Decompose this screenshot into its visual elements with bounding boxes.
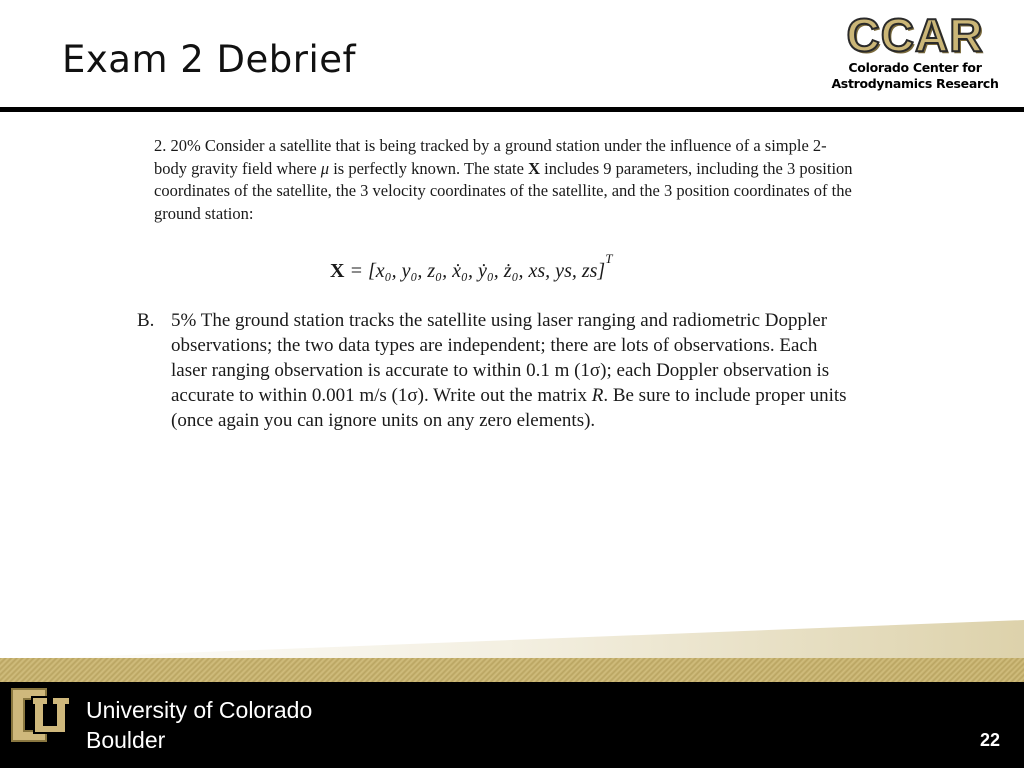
problem-intro-part2: is perfectly known. The state (329, 158, 529, 178)
part-b-text-end: . Be sure to include proper units (once again you can ignore units on any zero elements). (171, 385, 847, 431)
problem-intro-part1: 2. 20% Consider a satellite that is being tracked by a ground station under the influence of a simple 2-body gravity field where (154, 136, 827, 178)
university-line2: Boulder (86, 727, 166, 753)
university-name (86, 695, 312, 755)
part-b-text: 5% The ground station tracks the satellite using laser ranging and radiometric Doppler observations; the two data types are independent; there are lots of observations. Each laser ranging observation is accurate to within 0.1 m (1σ); each Doppler observation is accurate to within 0.001 m/s (1σ). Write out the matrix (171, 310, 830, 406)
header-divider (0, 107, 1024, 112)
matrix-r-symbol: R (591, 385, 604, 406)
cu-logo-u (32, 697, 70, 733)
slide-title: Exam 2 Debrief (62, 38, 357, 81)
ccar-acronym: CCAR (846, 9, 984, 61)
state-vector-symbol: X (528, 158, 541, 178)
equation-rhs: = [x₀, y₀, z₀, ẋ₀, ẏ₀, ż₀, xs, ys, zs] (344, 260, 606, 282)
ccar-subtitle-line2: Astrodynamics Research (831, 76, 999, 91)
part-b-label: B. (137, 310, 155, 331)
state-vector-equation (330, 244, 612, 286)
part-b (137, 308, 857, 433)
footer-accent-wedge (0, 620, 1024, 660)
ccar-logo (826, 10, 1004, 102)
part-b-body (171, 308, 857, 433)
cu-logo-icon (8, 683, 74, 747)
equation-transpose: T (605, 251, 613, 266)
university-line1: University of Colorado (86, 697, 313, 723)
ccar-subtitle-line1: Colorado Center for (848, 60, 982, 75)
footer-gold-band (0, 658, 1024, 682)
page-number: 22 (979, 730, 1000, 750)
equation-lhs: X (330, 260, 345, 282)
mu-symbol: μ (320, 158, 330, 178)
problem-intro (154, 135, 854, 225)
problem-intro-part3: includes 9 parameters, including the 3 position coordinates of the satellite, the 3 velocity coordinates of the satellite, and the 3 position coordinates of the ground station: (154, 158, 853, 223)
